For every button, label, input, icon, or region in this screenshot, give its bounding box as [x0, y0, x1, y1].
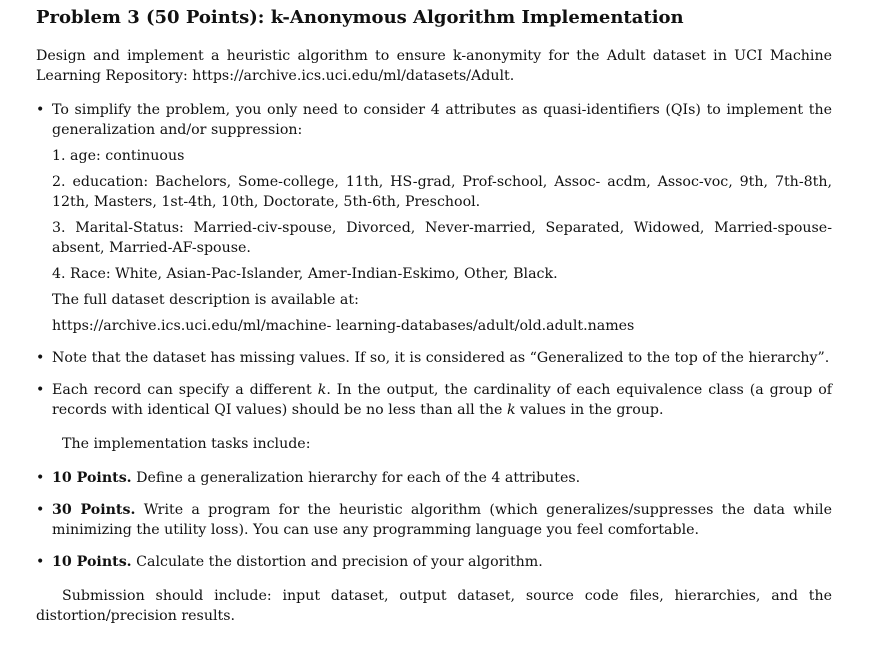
bullet-dot-icon: •	[36, 470, 45, 486]
bullet-dot-icon: •	[36, 382, 45, 398]
dataset-description-url: https://archive.ics.uci.edu/ml/machine- learning-databases/adult/old.adult.names	[52, 318, 635, 334]
intro-paragraph: Design and implement a heuristic algorithm to ensure k-anonymity for the Adult dataset in UCI Machine Learning Repository: https://archive.ics.uci.edu/ml/datasets/Adult.	[36, 48, 832, 84]
task-points: 10 Points.	[52, 554, 132, 570]
bullet3-pre: Each record can specify a different	[52, 382, 318, 398]
bullet-k-values	[36, 380, 832, 420]
submission-paragraph: Submission should include: input dataset, output dataset, source code files, hierarchies, and the distortion/precision results.	[36, 588, 832, 624]
bullet-missing-values	[36, 348, 832, 368]
k-symbol: k	[317, 382, 327, 398]
k-symbol: k	[506, 402, 516, 418]
bullet-dot-icon: •	[36, 350, 45, 366]
task-points: 10 Points.	[52, 470, 132, 486]
task-points: 30 Points.	[52, 502, 136, 518]
attribute-race: 4. Race: White, Asian-Pac-Islander, Amer-Indian-Eskimo, Other, Black.	[52, 266, 558, 282]
problem-title: Problem 3 (50 Points): k-Anonymous Algorithm Implementation	[36, 7, 684, 28]
bullet-quasi-identifiers	[36, 100, 832, 336]
bullet3-text	[52, 380, 832, 420]
bullet-dot-icon: •	[36, 554, 45, 570]
requirements-list	[36, 100, 832, 420]
dataset-description-label: The full dataset description is available at:	[52, 292, 359, 308]
task-item	[36, 468, 832, 488]
tasks-list	[36, 468, 832, 572]
tasks-intro: The implementation tasks include:	[62, 436, 311, 452]
task-text: Define a generalization hierarchy for each of the 4 attributes.	[136, 470, 581, 486]
task-text: Write a program for the heuristic algorithm (which generalizes/suppresses the data while minimizing the utility loss). You can use any programming language you feel comfortable.	[52, 502, 832, 538]
bullet-dot-icon: •	[36, 102, 45, 118]
document-page	[36, 6, 832, 626]
bullet3-mid: . In the output, the cardinality of each equivalence class (a group of records with identical QI values) should be no less than all the	[52, 382, 833, 418]
task-item	[36, 500, 832, 540]
attribute-age: 1. age: continuous	[52, 148, 185, 164]
bullet-dot-icon: •	[36, 502, 45, 518]
attribute-marital-status: 3. Marital-Status: Married-civ-spouse, Divorced, Never-married, Separated, Widowed, Married-spouse-absent, Married-AF-spouse.	[52, 220, 832, 256]
bullet2-text: Note that the dataset has missing values. If so, it is considered as “Generalized to the top of the hierarchy”.	[52, 350, 830, 366]
task-item	[36, 552, 832, 572]
attribute-education: 2. education: Bachelors, Some-college, 11th, HS-grad, Prof-school, Assoc- acdm, Assoc-voc, 9th, 7th-8th, 12th, Masters, 1st-4th, 10th, Doctorate, 5th-6th, Preschool.	[52, 174, 832, 210]
bullet3-post: values in the group.	[515, 402, 664, 418]
task-text: Calculate the distortion and precision of your algorithm.	[136, 554, 543, 570]
bullet1-text: To simplify the problem, you only need to consider 4 attributes as quasi-identifiers (QIs) to implement the generalization and/or suppression:	[52, 102, 832, 138]
